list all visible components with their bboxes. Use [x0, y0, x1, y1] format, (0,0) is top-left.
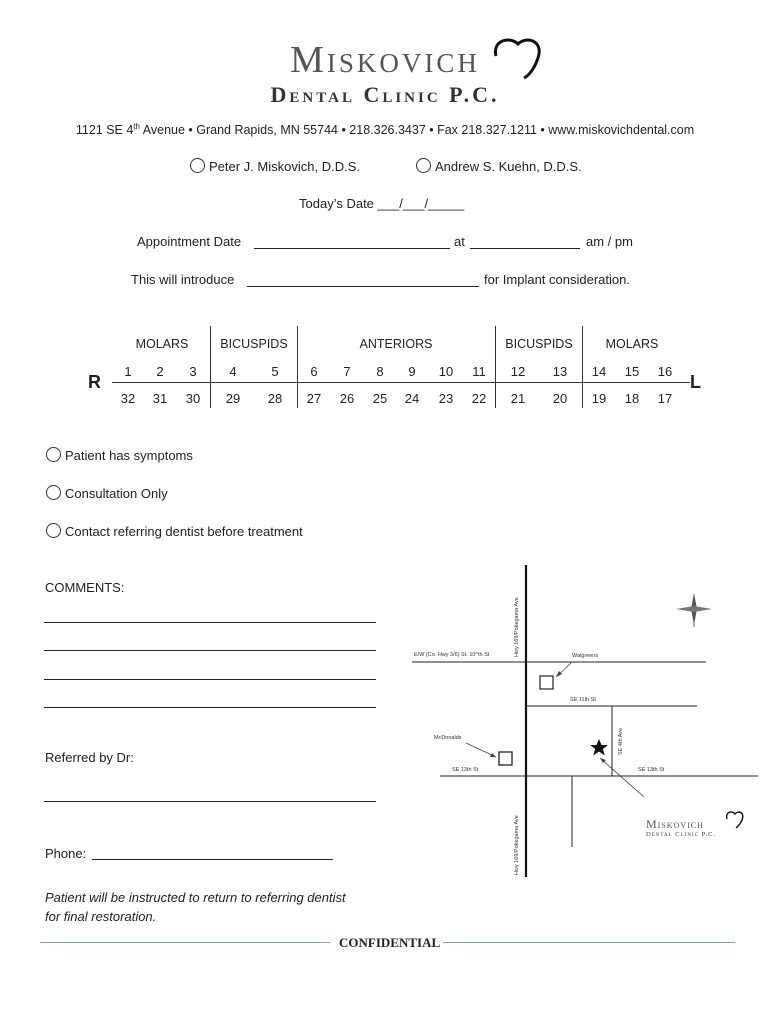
tooth-number-lower[interactable]: 30	[185, 391, 201, 406]
map-label-upper-street: E/W (Co. Hwy 3/6) St. 10^th St	[414, 652, 490, 658]
map-logo-name: Miskovich	[646, 817, 704, 831]
group-label-bicuspids-right: BICUSPIDS	[220, 337, 288, 351]
chart-divider	[495, 326, 496, 408]
group-label-bicuspids-left: BICUSPIDS	[505, 337, 573, 351]
comments-line[interactable]	[44, 679, 376, 680]
tooth-number-upper[interactable]: 10	[438, 364, 454, 379]
radio-icon[interactable]	[46, 447, 61, 462]
map-tooth-logo-icon	[727, 812, 743, 828]
walgreens-marker-icon	[540, 676, 553, 689]
tooth-number-upper[interactable]: 14	[591, 364, 607, 379]
map-label-se4ave: SE 4th Ave	[618, 727, 624, 755]
map-label-hwy-bottom: Hwy 169/Pokegama Ave	[514, 815, 520, 875]
radio-icon[interactable]	[416, 158, 431, 173]
phone-field[interactable]	[92, 859, 333, 860]
option-consultation-only[interactable]: Consultation Only	[46, 485, 168, 501]
appointment-time-field[interactable]	[470, 236, 580, 249]
note-line-1: Patient will be instructed to return to referring dentist	[45, 890, 346, 905]
tooth-number-lower[interactable]: 28	[267, 391, 283, 406]
clinic-logo-name: Miskovich	[290, 39, 480, 81]
tooth-number-upper[interactable]: 6	[310, 364, 318, 379]
map-logo-subtitle: Dental Clinic P.C.	[646, 831, 717, 838]
comments-line[interactable]	[44, 707, 376, 708]
tooth-number-lower[interactable]: 29	[225, 391, 241, 406]
tooth-number-upper[interactable]: 5	[271, 364, 279, 379]
ampm-label: am / pm	[586, 234, 633, 249]
phone-label: Phone:	[45, 846, 87, 861]
tooth-number-lower[interactable]: 22	[471, 391, 487, 406]
tooth-number-lower[interactable]: 25	[372, 391, 388, 406]
group-label-molars-left: MOLARS	[605, 337, 659, 351]
tooth-number-lower[interactable]: 19	[591, 391, 607, 406]
clinic-location-star-icon	[590, 739, 608, 756]
compass-icon	[676, 593, 712, 627]
left-side-label: L	[690, 372, 701, 392]
map-label-se13-right: SE 13th St	[638, 767, 665, 773]
tooth-number-upper[interactable]: 12	[510, 364, 526, 379]
tooth-number-lower[interactable]: 26	[339, 391, 355, 406]
tooth-number-upper[interactable]: 9	[408, 364, 416, 379]
referred-by-field[interactable]	[44, 801, 376, 802]
group-label-anteriors: ANTERIORS	[359, 337, 433, 351]
map-label-se11: SE 11th St	[570, 697, 596, 703]
tooth-number-lower[interactable]: 21	[510, 391, 526, 406]
radio-icon[interactable]	[46, 485, 61, 500]
tooth-number-upper[interactable]: 1	[124, 364, 132, 379]
note-line-2: for final restoration.	[45, 909, 157, 924]
option-patient-symptoms[interactable]: Patient has symptoms	[46, 447, 193, 463]
radio-icon[interactable]	[190, 158, 205, 173]
footer-rule-right	[443, 942, 735, 943]
map-label-hwy-top: Hwy 169/Pokegama Ave	[514, 597, 520, 657]
comments-label: COMMENTS:	[45, 580, 125, 595]
comments-line[interactable]	[44, 622, 376, 623]
tooth-number-lower[interactable]: 32	[120, 391, 136, 406]
radio-icon[interactable]	[46, 523, 61, 538]
tooth-number-upper[interactable]: 4	[229, 364, 237, 379]
chart-divider	[297, 326, 298, 408]
tooth-number-lower[interactable]: 18	[624, 391, 640, 406]
location-map	[410, 565, 760, 885]
referred-by-label: Referred by Dr:	[45, 750, 134, 765]
chart-divider	[582, 326, 583, 408]
clinic-logo-subtitle: Dental Clinic P.C.	[270, 82, 500, 107]
appointment-date-label: Appointment Date	[137, 234, 242, 249]
implant-label: for Implant consideration.	[484, 272, 630, 287]
tooth-number-lower[interactable]: 23	[438, 391, 454, 406]
doctor-option-kuehn[interactable]: Andrew S. Kuehn, D.D.S.	[416, 158, 582, 174]
tooth-number-upper[interactable]: 8	[376, 364, 384, 379]
mcdonalds-marker-icon	[499, 752, 512, 765]
tooth-number-upper[interactable]: 3	[189, 364, 197, 379]
map-label-mcdonalds: McDonalds	[434, 735, 462, 741]
doctor-option-miskovich[interactable]: Peter J. Miskovich, D.D.S.	[190, 158, 360, 174]
appointment-date-field[interactable]	[254, 236, 450, 249]
option-contact-dentist[interactable]: Contact referring dentist before treatment	[46, 523, 303, 539]
introduce-patient-field[interactable]	[247, 274, 479, 287]
group-label-molars-right: MOLARS	[135, 337, 189, 351]
tooth-number-lower[interactable]: 20	[552, 391, 568, 406]
tooth-number-upper[interactable]: 2	[156, 364, 164, 379]
introduce-label: This will introduce	[131, 272, 235, 287]
right-side-label: R	[88, 372, 101, 392]
map-label-walgreens: Walgreens	[572, 653, 599, 659]
tooth-number-lower[interactable]: 24	[404, 391, 420, 406]
tooth-number-lower[interactable]: 31	[152, 391, 168, 406]
clinic-address: 1121 SE 4th Avenue • Grand Rapids, MN 55744 • 218.326.3437 • Fax 218.327.1211 • www.miskovichdental.com	[75, 122, 695, 138]
tooth-number-lower[interactable]: 17	[657, 391, 673, 406]
comments-line[interactable]	[44, 650, 376, 651]
tooth-number-upper[interactable]: 15	[624, 364, 640, 379]
chart-divider	[210, 326, 211, 408]
footer-rule-left	[40, 942, 330, 943]
tooth-number-upper[interactable]: 11	[472, 364, 486, 379]
at-label: at	[454, 234, 465, 249]
confidential-label: CONFIDENTIAL	[339, 935, 441, 950]
tooth-number-upper[interactable]: 13	[552, 364, 568, 379]
tooth-number-lower[interactable]: 27	[306, 391, 322, 406]
tooth-number-upper[interactable]: 7	[343, 364, 351, 379]
tooth-logo-icon	[488, 34, 548, 80]
tooth-number-upper[interactable]: 16	[657, 364, 673, 379]
chart-midline	[112, 382, 690, 383]
map-label-se13-left: SE 13th St	[452, 767, 479, 773]
todays-date-field[interactable]: Today’s Date ___/___/_____	[299, 196, 465, 211]
